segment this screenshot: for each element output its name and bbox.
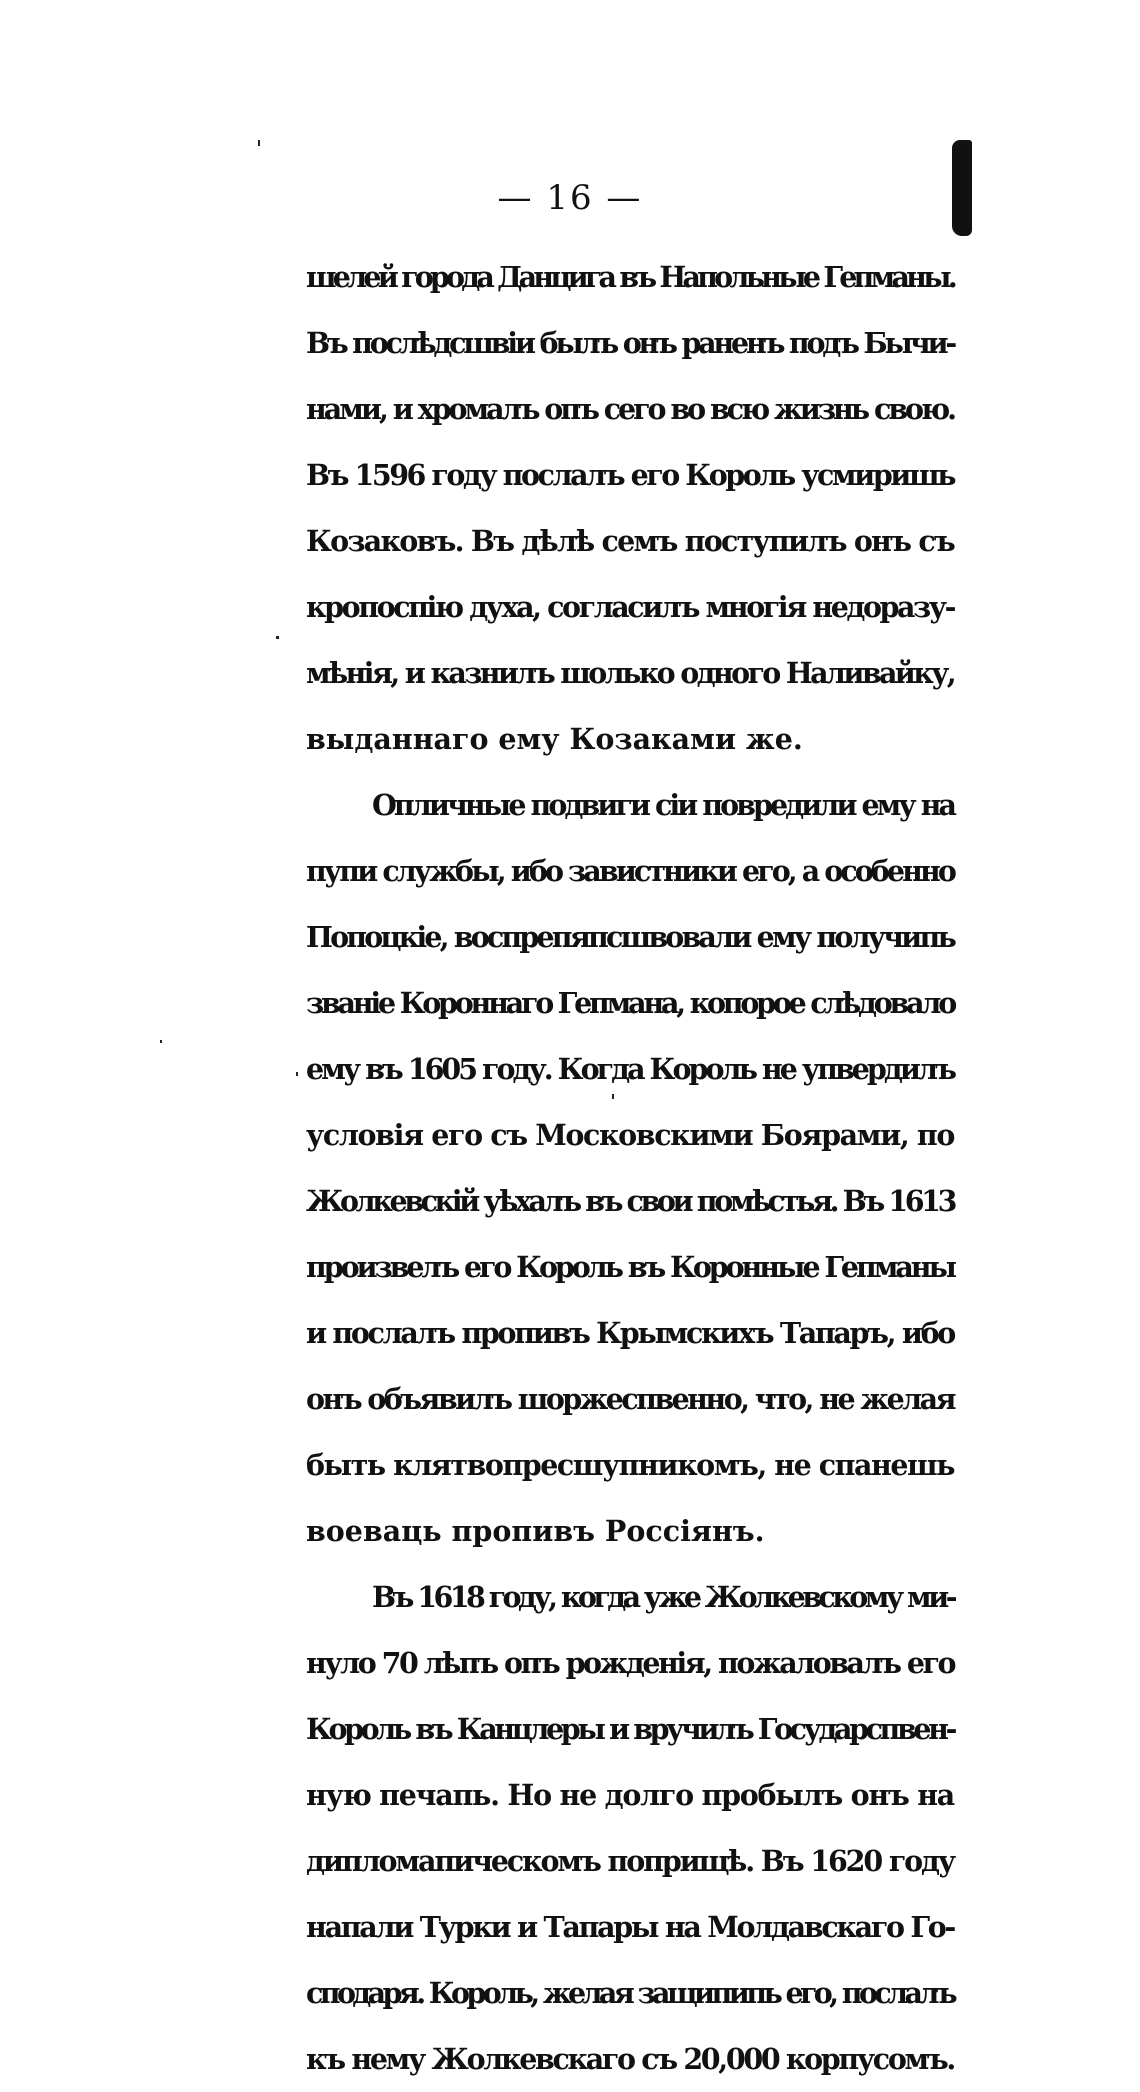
- text-line: пупи службы, ибо завистники его, а особенно: [306, 854, 954, 888]
- text-line: мѣнія, и казнилъ шолько одного Наливайку,: [306, 656, 954, 690]
- text-line: и послалъ пропивъ Крымскихъ Тапаръ, ибо: [306, 1316, 954, 1350]
- text-line: къ нему Жолкевскаго съ 20,000 корпусомъ.: [306, 2042, 954, 2076]
- text-line: ную печапь. Но не долго пробылъ онъ на: [306, 1778, 954, 1812]
- text-line: воеваць пропивъ Россіянъ.: [306, 1514, 765, 1548]
- body-text: [306, 244, 954, 2092]
- paper-speck: [160, 1040, 162, 1043]
- text-line: ему въ 1605 году. Когда Король не упвердилъ: [306, 1052, 954, 1086]
- text-line: званіе Короннаго Гепмана, копорое слѣдовало: [306, 986, 954, 1020]
- text-line: условія его съ Московскими Боярами, по: [306, 1118, 954, 1152]
- text-line: Козаковъ. Въ дѣлѣ семъ поступилъ онъ съ: [306, 524, 954, 558]
- text-line: напали Турки и Тапары на Молдавскаго Го-: [306, 1910, 954, 1944]
- paper-speck: [276, 636, 279, 639]
- text-line: сподаря. Король, желая защипипь его, послалъ: [306, 1976, 954, 2010]
- text-line: Въ 1596 году послалъ его Король усмиришь: [306, 458, 954, 492]
- text-line: Въ 1618 году, когда уже Жолкевскому ми-: [372, 1580, 954, 1614]
- text-line: Король въ Канцлеры и вручилъ Государспвен-: [306, 1712, 954, 1746]
- text-line: нами, и хромалъ опъ сего во всю жизнь свою.: [306, 392, 954, 426]
- paper-speck: [258, 140, 260, 146]
- text-line: нуло 70 лѣпъ опъ рожденія, пожаловалъ его: [306, 1646, 955, 1680]
- text-line: дипломапическомъ поприщѣ. Въ 1620 году: [306, 1844, 954, 1878]
- paper-speck: [296, 1072, 298, 1076]
- text-line: выданнаго ему Козаками же.: [306, 722, 803, 756]
- text-line: онъ объявилъ шоржеспвенно, что, не желая: [306, 1382, 954, 1416]
- text-line: Жолкевскій уѣхалъ въ свои помѣстья. Въ 1613: [306, 1184, 954, 1218]
- text-line: Опличные подвиги сіи повредили ему на: [372, 788, 954, 822]
- text-line: Въ послѣдсшвіи былъ онъ раненъ подъ Бычи-: [306, 326, 954, 360]
- text-line: Попоцкіе, воспрепяпсшвовали ему получипь: [306, 920, 954, 954]
- page-number: — 16 —: [497, 178, 643, 218]
- text-line: произвелъ его Король въ Коронные Гепманы: [306, 1250, 954, 1284]
- text-line: шелей города Данцига въ Напольные Гепманы.: [306, 260, 954, 294]
- text-line: кропоспію духа, согласилъ многія недоразу-: [306, 590, 954, 624]
- text-line: быть клятвопресшупникомъ, не спанешь: [306, 1448, 954, 1482]
